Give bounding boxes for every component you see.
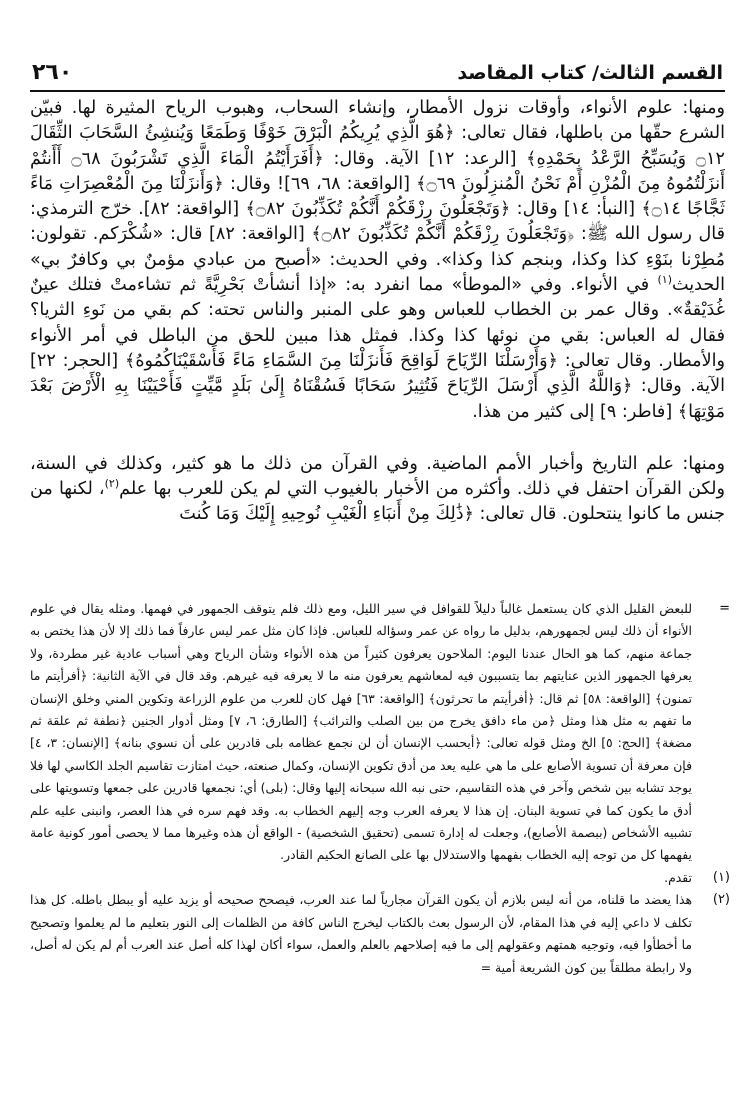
footnote-continuation	[30, 598, 730, 867]
footnote-text: هذا يعضد ما قلناه، من أنه ليس بلازم أن يكون القرآن مجارياً لما عند العرب، فيصحح صحيحه أو يزيد عليه أو يبطل باطله. كل هذا تكلف لا داعي إليه في هذا المقام، لأن الرسول بعث بالكتاب ليخرج الناس كافة من الظلمات إلى النور بتعليم ما لم يعلموا وتصحيح ما أخطأوا فيه، وتوجيه همتهم وعقولهم إلى ما فيه إصلاحهم بالعلم والعمل، سواء أكان لهذا كله أصل عند العرب أم لم يكن له أصل، ولا رابطة مطلقاً بين كون الشريعة أمية =	[30, 892, 692, 975]
footnote-text: للبعض القليل الذي كان يستعمل غالباً دليلاً للقوافل في سير الليل، ومع ذلك فلم يتوقف الجمهور في فهمها. ومثله يقال في علوم الأنواء أن ذلك ليس لجمهورهم، بدليل ما رواه عن عمر وسؤاله للعباس. فإذا كان مثل عمر ليس عارفاً فما ذلك إلا لأن هذا يختص به جماعة منهم، كما هو الحال عندنا اليوم: الملاحون يعرفون كثيراً من هذه الأنواء وشأن الرياح وهي أسباب عادية غير مطردة، ولا يعرفها الجمهور الذين عنايتهم بما يتسببون فيه لمعاشهم يعرفون منه ما لا يعرفه فيه غيرهم. وقد قال في الآية الثانية: ﴿أفرأيتم ما تمنون﴾ [الواقعة: ٥٨] ثم قال: ﴿أفرأيتم ما تحرثون﴾ [الواقعة: ٦٣] فهل كان للعرب من علوم الزراعة وتكوين المني وخلق الإنسان ما تفهم به مثل هذا ومثل ﴿من ماء دافق يخرج من بين الصلب والترائب﴾ [الطارق: ٦، ٧] ومثل أدوار الجنين ﴿نطفة ثم علقة ثم مضغة﴾ [الحج: ٥] الخ ومثل قوله تعالى: ﴿أيحسب الإنسان أن لن نجمع عظامه بلى قادرين على أن نسوي بنانه﴾ [الإنسان: ٣، ٤] فإن معرفة أن تسوية الأصابع على ما هي عليه يعد من أدق تكوين الإنسان، وكمال صنعته، حيث امتازت تقاسيم الجلد الكاسي لها فلا يوجد تشابه بين شخص وآخر في هذه التقاسيم، حتى نبه الله سبحانه إليها وقال: (بلى) أي: نجمعها قادرين على جمعها وتسويتها على أدق ما يكون كما في تسوية البنان. إن هذا لا يعرفه العرب وجه إليهم الخطاب به. وقد فهم سره في هذا العصر، وانبنى عليه علم تشبيه الأشخاص (ببصمة الأصابع)، وجعلت له إدارة تسمى (تحقيق الشخصية) - الواقع أن هذه وغيرها مما لا يحصى أمور كونية عامة يفهمها كل من توجه إليه الخطاب بفهمها والاستدلال بها على الصانع الحكيم القادر.	[30, 601, 692, 863]
paragraph-text: في الأنواء. وفي «الموطأ» مما انفرد به: «إذا أنشأتْ بَحْرِيَّةً ثم تشاءمتْ فتلك عينٌ غُدَيْقةٌ». وقال عمر بن الخطاب للعباس وهو على المنبر والناس تحته: كم بقي من نَوءِ الثريا؟ فقال له العباس: بقي من نوئها كذا وكذا. فمثل هذا مبين للحق من الباطل في أمر الأنواء والأمطار. وقال تعالى: ﴿وَأَرْسَلْنَا الرِّيَاحَ لَوَاقِحَ فَأَنزَلْنَا مِنَ السَّمَاءِ مَاءً فَأَسْقَيْنَاكُمُوهُ﴾ [الحجر: ٢٢] الآية. وقال: ﴿وَاللَّهُ الَّذِي أَرْسَلَ الرِّيَاحَ فَتُثِيرُ سَحَابًا فَسُقْنَاهُ إِلَىٰ بَلَدٍ مَّيِّتٍ فَأَحْيَيْنَا بِهِ الْأَرْضَ بَعْدَ مَوْتِهَا﴾ [فاطر: ٩] إلى كثير من هذا.	[30, 275, 725, 422]
paragraph-text: ، لكنها من جنس ما كانوا ينتحلون. قال تعالى: ﴿ذَٰلِكَ مِنْ أَنبَاءِ الْغَيْبِ نُوحِيهِ إِلَيْكَ وَمَا كُنتَ	[30, 479, 725, 525]
page-header	[30, 58, 725, 92]
paragraph-anwaa	[30, 96, 725, 425]
footnote-reference: (١)	[657, 273, 672, 287]
footnote-2	[30, 889, 730, 979]
paragraph-text: ومنها: علم التاريخ وأخبار الأمم الماضية. وفي القرآن من ذلك ما هو كثير، وكذلك في السنة، ولكن القرآن احتفل في ذلك. وأكثره من الأخبار بالغيوب التي لم يكن للعرب بها علم	[30, 453, 725, 500]
footnote-label: =	[719, 601, 730, 616]
paragraph-history	[30, 452, 725, 528]
footnote-1	[30, 867, 730, 889]
footnote-reference: (٢)	[104, 477, 120, 491]
footnote-label: (٢)	[712, 892, 730, 908]
main-text	[30, 96, 725, 528]
page-number: ٢٦٠	[32, 60, 73, 85]
running-title: القسم الثالث/ كتاب المقاصد	[457, 62, 723, 84]
footnote-text: تقدم.	[664, 869, 692, 885]
paragraph-text: ومنها: علوم الأنواء، وأوقات نزول الأمطار، وإنشاء السحاب، وهبوب الرياح المثيرة لها. فبيّن الشرع حقّها من باطلها، فقال تعالى: ﴿هُوَ الَّذِي يُرِيكُمُ الْبَرْقَ خَوْفًا وَطَمَعًا وَيُنشِئُ السَّحَابَ الثِّقَالَ ۝١٢ وَيُسَبِّحُ الرَّعْدُ بِحَمْدِهِ﴾ [الرعد: ١٢] الآية. وقال: ﴿أَفَرَأَيْتُمُ الْمَاءَ الَّذِي تَشْرَبُونَ ۝٦٨ أَأَنتُمْ أَنزَلْتُمُوهُ مِنَ الْمُزْنِ أَمْ نَحْنُ الْمُنزِلُونَ ۝٦٩﴾ [الواقعة: ٦٨، ٦٩]! وقال: ﴿وَأَنزَلْنَا مِنَ الْمُعْصِرَاتِ مَاءً ثَجَّاجًا ۝١٤﴾ [النبأ: ١٤] وقال: ﴿وَتَجْعَلُونَ رِزْقَكُمْ أَنَّكُمْ تُكَذِّبُونَ ۝٨٢﴾ [الواقعة: ٨٢]. خرّج الترمذي: قال رسول الله ﷺ: ﴿وَتَجْعَلُونَ رِزْقَكُمْ أَنَّكُمْ تُكَذِّبُونَ ۝٨٢﴾ [الواقعة: ٨٢] قال: «شُكْرَكم. تقولون: مُطِرْنا بنَوْءِ كذا وكذا، وبنجم كذا وكذا». وفي الحديث: «أصبح من عبادي مؤمنٌ بي وكافرٌ بي» الحديث	[30, 98, 726, 296]
footnote-label: (١)	[712, 869, 730, 885]
footnotes	[30, 598, 730, 979]
